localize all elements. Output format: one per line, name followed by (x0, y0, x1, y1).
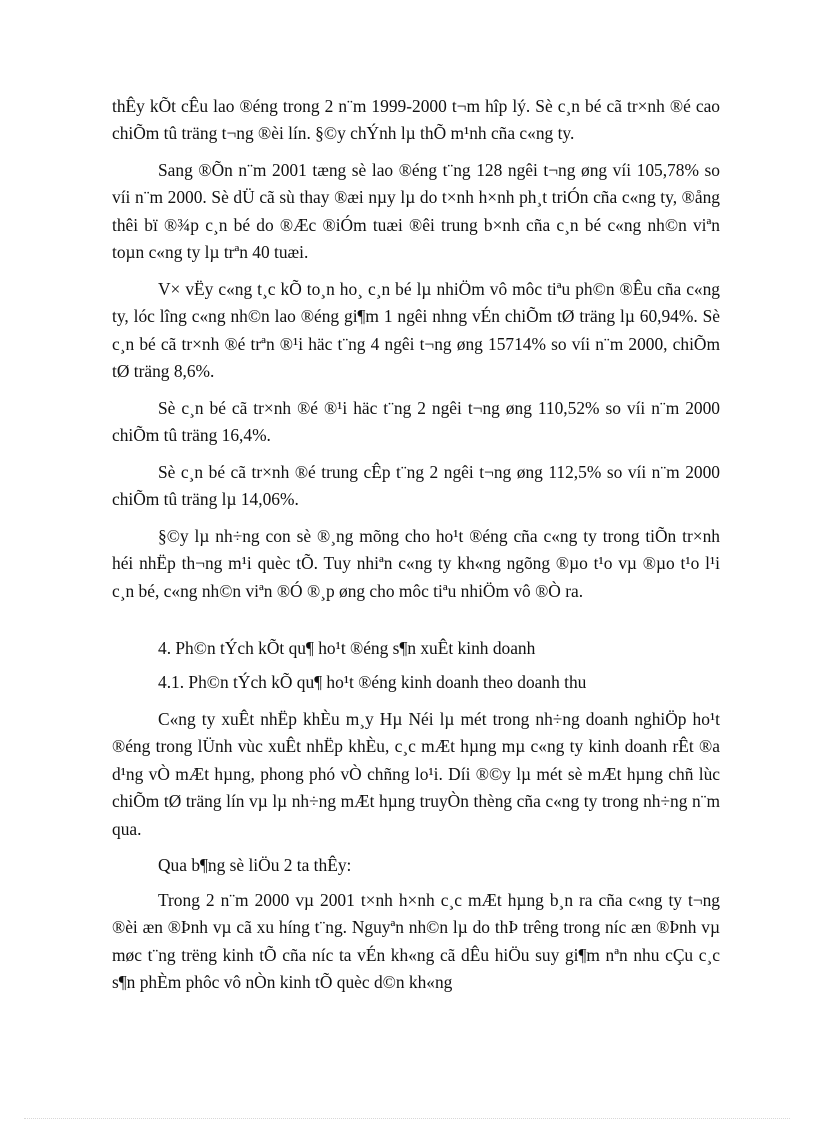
paragraph-2001-labor: Sang ®Õn n¨m 2001 tæng sè lao ®éng t¨ng 128 ngêi t¬ng øng víi 105,78% so víi n¨m 2000. Sè dÜ cã sù thay ®æi nµy lµ do t×nh h×nh ph¸t triÓn cña c«ng ty, ®ång thêi bï ®¾p c¸n bé do ®Æc ®iÓm tuæi ®êi trung b×nh cña c¸n bé c«ng nh©n viªn toµn c«ng ty lµ trªn 40 tuæi. (112, 160, 720, 263)
page-bottom-rule (24, 1118, 790, 1119)
paragraph-labor-structure: thÊy kÕt cÊu lao ®éng trong 2 n¨m 1999-2000 t¬m hîp lý. Sè c¸n bé cã tr×nh ®é cao chiÕm tû träng t¬ng ®èi lín. §©y chÝnh lµ thÕ m¹nh cña c«ng ty. (112, 96, 720, 144)
paragraph-training-goal: V× vËy c«ng t¸c kÕ to¸n ho¸ c¸n bé lµ nhiÖm vô môc tiªu ph©n ®Êu cña c«ng ty, lóc lîng c«ng nh©n lao ®éng gi¶m 1 ngêi nhng vÉn chiÕm tØ träng lµ 60,94%. Sè c¸n bé cã tr×nh ®é trªn ®¹i häc t¨ng 4 ngêi t¬ng øng 15714% so víi n¨m 2000, chiÕm tØ träng 8,6%. (112, 279, 720, 382)
section-heading-4: 4. Ph©n tÝch kÕt qu¶ ho¹t ®éng s¶n xuÊt kinh doanh (158, 638, 536, 658)
paragraph-company-intro: C«ng ty xuÊt nhËp khÈu m¸y Hµ Néi lµ mét trong nh÷ng doanh nghiÖp ho¹t ®éng trong lÜnh vùc xuÊt nhËp khÈu, c¸c mÆt hµng mµ c«ng ty kinh doanh rÊt ®a d¹ng vÒ mÆt hµng, phong phó vÒ chñng lo¹i. Díi ®©y lµ mét sè mÆt hµng chñ lùc chiÕm tØ träng lín vµ lµ nh÷ng mÆt hµng truyÒn thèng cña c«ng ty trong nh÷ng n¨m qua. (112, 709, 720, 839)
section-heading-4-1: 4.1. Ph©n tÝch kÕ qu¶ ho¹t ®éng kinh doanh theo doanh thu (158, 672, 587, 692)
paragraph-sales-trend: Trong 2 n¨m 2000 vµ 2001 t×nh h×nh c¸c mÆt hµng b¸n ra cña c«ng ty t¬ng ®èi æn ®Þnh vµ cã xu híng t¨ng. Nguyªn nh©n lµ do thÞ trêng trong níc æn ®Þnh vµ møc t¨ng trëng kinh tÕ cña níc ta vÉn kh«ng cã dÊu hiÖu suy gi¶m nªn nhu cÇu c¸c s¶n phÈm phôc vô nÒn kinh tÕ quèc d©n kh«ng (112, 890, 720, 993)
paragraph-table-ref: Qua b¶ng sè liÖu 2 ta thÊy: (158, 855, 352, 875)
paragraph-university: Sè c¸n bé cã tr×nh ®é ®¹i häc t¨ng 2 ngêi t¬ng øng 110,52% so víi n¨m 2000 chiÕm tû träng 16,4%. (112, 398, 720, 446)
paragraph-integration: §©y lµ nh÷ng con sè ®¸ng mõng cho ho¹t ®éng cña c«ng ty trong tiÕn tr×nh héi nhËp th¬ng m¹i quèc tÕ. Tuy nhiªn c«ng ty kh«ng ngõng ®µo t¹o vµ ®µo t¹o l¹i c¸n bé, c«ng nh©n viªn ®Ó ®¸p øng cho môc tiªu nhiÖm vô ®Ò ra. (112, 526, 720, 601)
paragraph-intermediate: Sè c¸n bé cã tr×nh ®é trung cÊp t¨ng 2 ngêi t¬ng øng 112,5% so víi n¨m 2000 chiÕm tû träng lµ 14,06%. (112, 462, 720, 510)
